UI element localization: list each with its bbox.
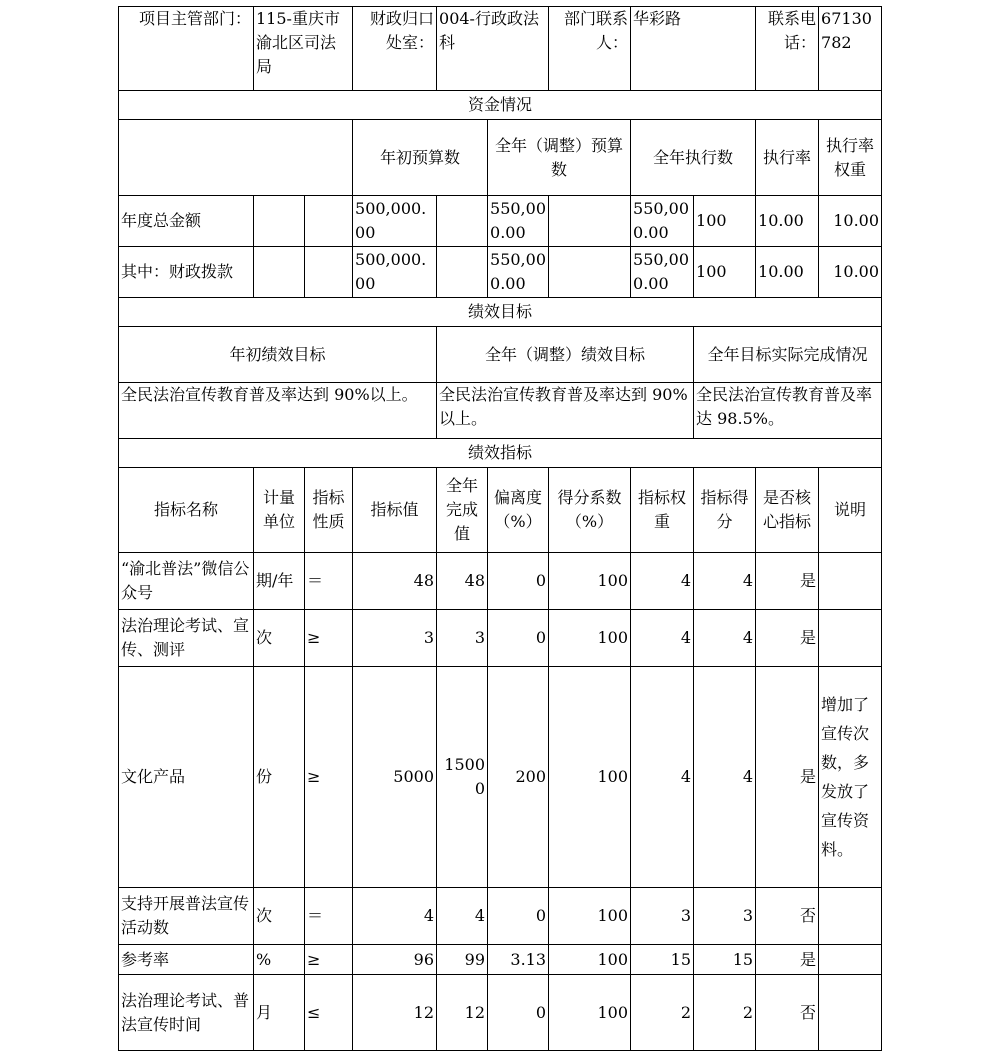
ind-coef: 100 [549,667,631,888]
ind-col-value: 指标值 [353,468,437,553]
ind-col-coef: 得分系数（%） [549,468,631,553]
indicators-section-title: 绩效指标 [119,439,882,468]
funds-cell-blank [305,196,353,247]
ind-name: 文化产品 [119,667,254,888]
ind-deviation: 0 [488,553,549,610]
ind-name: 支持开展普法宣传活动数 [119,888,254,945]
office-value: 004-行政政法科 [437,7,549,91]
ind-completed: 3 [437,610,488,667]
ind-note: 增加了宣传次数，多发放了宣传资料。 [819,667,882,888]
goals-header-row [119,327,882,383]
phone-value: 67130782 [819,7,882,91]
ind-nature: ≤ [305,975,353,1051]
ind-core: 是 [756,610,819,667]
funds-cell-blank [437,247,488,298]
ind-core: 否 [756,975,819,1051]
ind-col-core: 是否核心指标 [756,468,819,553]
funds-executed: 550,000.00 [631,247,694,298]
ind-score: 15 [694,945,756,975]
ind-col-note: 说明 [819,468,882,553]
ind-weight: 2 [631,975,694,1051]
goals-initial: 全民法治宣传教育普及率达到 90%以上。 [119,383,437,439]
ind-core: 否 [756,888,819,945]
ind-unit: 次 [254,888,305,945]
funds-row [119,196,882,247]
funds-initial: 500,000.00 [353,196,437,247]
funds-col-rate: 执行率 [756,120,819,196]
funds-score: 10.00 [819,196,882,247]
contact-value: 华彩路 [631,7,756,91]
ind-score: 3 [694,888,756,945]
funds-col-adjusted: 全年（调整）预算数 [488,120,631,196]
funds-initial: 500,000.00 [353,247,437,298]
funds-cell-blank [305,247,353,298]
ind-nature: ≥ [305,667,353,888]
ind-col-weight: 指标权重 [631,468,694,553]
funds-weight: 10.00 [756,247,819,298]
ind-col-nature: 指标性质 [305,468,353,553]
ind-name: 法治理论考试、宣传、测评 [119,610,254,667]
ind-core: 是 [756,667,819,888]
contact-label: 部门联系人： [549,7,631,91]
ind-score: 4 [694,667,756,888]
ind-weight: 3 [631,888,694,945]
ind-note [819,888,882,945]
ind-note [819,610,882,667]
header-row [119,7,882,91]
ind-value: 3 [353,610,437,667]
indicator-row [119,945,882,975]
ind-nature: ≥ [305,945,353,975]
goals-adjusted: 全民法治宣传教育普及率达到 90%以上。 [437,383,694,439]
phone-label: 联系电话： [756,7,819,91]
goals-section-row [119,298,882,327]
funds-cell-blank [437,196,488,247]
funds-cell-blank [549,247,631,298]
indicators-section-row [119,439,882,468]
ind-unit: 次 [254,610,305,667]
ind-weight: 4 [631,553,694,610]
ind-coef: 100 [549,888,631,945]
indicator-row [119,553,882,610]
ind-core: 是 [756,553,819,610]
funds-score: 10.00 [819,247,882,298]
funds-cell-blank [254,247,305,298]
funds-col-weight: 执行率权重 [819,120,882,196]
indicator-row [119,975,882,1051]
performance-table [118,6,882,1051]
ind-col-name: 指标名称 [119,468,254,553]
funds-adjusted: 550,000.00 [488,247,549,298]
ind-completed: 4 [437,888,488,945]
ind-score: 4 [694,553,756,610]
ind-coef: 100 [549,945,631,975]
ind-deviation: 0 [488,610,549,667]
ind-value: 96 [353,945,437,975]
funds-col-initial: 年初预算数 [353,120,488,196]
ind-score: 2 [694,975,756,1051]
goals-section-title: 绩效目标 [119,298,882,327]
indicator-row [119,610,882,667]
ind-note [819,553,882,610]
goals-col-actual: 全年目标实际完成情况 [694,327,882,383]
ind-score: 4 [694,610,756,667]
ind-col-unit: 计量单位 [254,468,305,553]
funds-row [119,247,882,298]
office-label: 财政归口处室： [353,7,437,91]
ind-deviation: 3.13 [488,945,549,975]
ind-nature: ＝ [305,888,353,945]
ind-deviation: 0 [488,975,549,1051]
ind-weight: 4 [631,610,694,667]
ind-nature: ≥ [305,610,353,667]
goals-actual: 全民法治宣传教育普及率达 98.5%。 [694,383,882,439]
indicator-row [119,667,882,888]
dept-label: 项目主管部门： [119,7,254,91]
ind-col-completed: 全年完成值 [437,468,488,553]
ind-coef: 100 [549,610,631,667]
ind-nature: ＝ [305,553,353,610]
ind-name: “渝北普法”微信公众号 [119,553,254,610]
ind-unit: 份 [254,667,305,888]
ind-name: 参考率 [119,945,254,975]
funds-cell-blank [549,196,631,247]
goals-row [119,383,882,439]
funds-section-title: 资金情况 [119,91,882,120]
ind-deviation: 0 [488,888,549,945]
ind-weight: 4 [631,667,694,888]
funds-header-blank [119,120,353,196]
ind-col-deviation: 偏离度（%） [488,468,549,553]
funds-weight: 10.00 [756,196,819,247]
ind-unit: % [254,945,305,975]
goals-col-initial: 年初绩效目标 [119,327,437,383]
dept-value: 115-重庆市渝北区司法局 [254,7,353,91]
funds-section-row [119,91,882,120]
ind-note [819,975,882,1051]
funds-cell-blank [254,196,305,247]
ind-coef: 100 [549,553,631,610]
indicator-row [119,888,882,945]
ind-deviation: 200 [488,667,549,888]
ind-coef: 100 [549,975,631,1051]
ind-weight: 15 [631,945,694,975]
funds-row-label: 年度总金额 [119,196,254,247]
funds-row-label: 其中：财政拨款 [119,247,254,298]
performance-report-page [118,6,881,1051]
ind-unit: 月 [254,975,305,1051]
ind-value: 12 [353,975,437,1051]
goals-col-adjusted: 全年（调整）绩效目标 [437,327,694,383]
ind-col-score: 指标得分 [694,468,756,553]
ind-value: 5000 [353,667,437,888]
ind-note [819,945,882,975]
ind-value: 4 [353,888,437,945]
ind-core: 是 [756,945,819,975]
ind-completed: 15000 [437,667,488,888]
funds-col-executed: 全年执行数 [631,120,756,196]
ind-unit: 期/年 [254,553,305,610]
ind-completed: 48 [437,553,488,610]
ind-completed: 12 [437,975,488,1051]
ind-name: 法治理论考试、普法宣传时间 [119,975,254,1051]
funds-rate: 100 [694,196,756,247]
ind-completed: 99 [437,945,488,975]
funds-header-row [119,120,882,196]
funds-rate: 100 [694,247,756,298]
ind-value: 48 [353,553,437,610]
funds-adjusted: 550,000.00 [488,196,549,247]
indicators-header-row [119,468,882,553]
funds-executed: 550,000.00 [631,196,694,247]
